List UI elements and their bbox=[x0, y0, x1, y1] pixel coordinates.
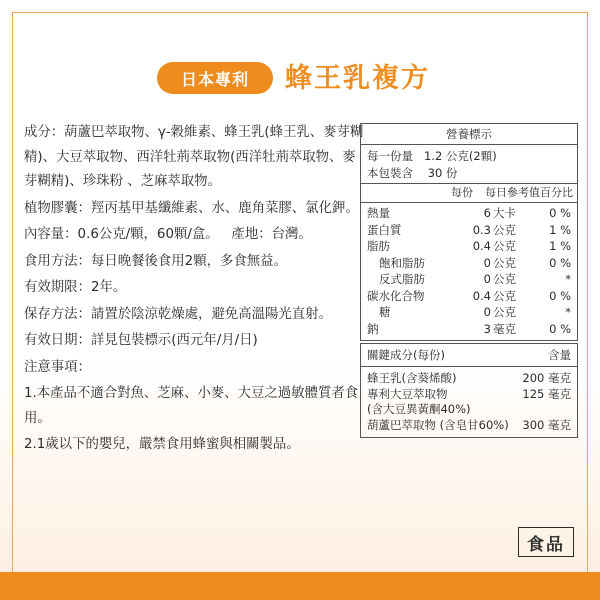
col-per-serving: 每份 bbox=[451, 186, 473, 199]
nutrient-value: 0 bbox=[483, 255, 491, 270]
nutrition-row bbox=[361, 271, 577, 288]
nutrition-serving bbox=[361, 145, 577, 184]
key-ingredient-amount: 125 毫克 bbox=[522, 386, 571, 401]
servings-per-pack: 本包裝含 30 份 bbox=[367, 166, 458, 180]
nutrient-daily-pct: 1 % bbox=[549, 222, 571, 237]
nutrient-name: 脂肪 bbox=[367, 239, 390, 253]
patent-badge: 日本專利 bbox=[157, 62, 273, 94]
nutrient-unit: 公克 bbox=[493, 288, 516, 303]
nutrient-name: 飽和脂肪 bbox=[379, 255, 425, 270]
key-ingredient-row bbox=[367, 402, 571, 418]
key-ingredient-name: 專利大豆萃取物 bbox=[367, 386, 448, 401]
key-amount-header: 含量 bbox=[548, 348, 571, 362]
bottom-accent-bar bbox=[0, 572, 600, 600]
nutrient-unit: 公克 bbox=[493, 255, 516, 270]
key-ingredients-rows bbox=[361, 367, 577, 437]
nutrient-unit: 大卡 bbox=[493, 206, 516, 220]
info-shelf-life: 有效期限：2年。 bbox=[24, 280, 127, 295]
nutrition-row bbox=[361, 321, 577, 338]
nutrition-rows bbox=[361, 203, 577, 340]
col-daily-value: 每日參考值百分比 bbox=[485, 186, 573, 199]
info-ingredients: 成分：葫蘆巴萃取物、γ-穀維素、蜂王乳(蜂王乳、麥芽糊精)、大豆萃取物、西洋牡荊萃取物(西洋牡荊萃取物、麥芽糊精)、珍珠粉 、芝麻萃取物。 bbox=[24, 125, 364, 189]
nutrient-daily-pct: 1 % bbox=[549, 239, 571, 253]
nutrient-value: 0.4 bbox=[472, 239, 491, 253]
nutrition-row bbox=[361, 222, 577, 239]
key-ingredient-name: (含大豆異黃酮40%) bbox=[367, 402, 471, 416]
nutrient-unit: 公克 bbox=[493, 239, 516, 253]
info-storage: 保存方法：請置於陰涼乾燥處，避免高溫陽光直射。 bbox=[24, 306, 332, 322]
nutrient-name: 鈉 bbox=[367, 321, 379, 336]
nutrient-unit: 公克 bbox=[493, 305, 516, 319]
nutrient-daily-pct: * bbox=[565, 305, 571, 319]
nutrition-row bbox=[361, 205, 577, 222]
nutrition-column-header bbox=[361, 184, 577, 203]
key-ingredient-name: 葫蘆巴萃取物 (含皂甘60%) bbox=[367, 417, 509, 432]
nutrient-name: 蛋白質 bbox=[367, 222, 402, 237]
info-notes-heading: 注意事項： bbox=[24, 359, 91, 375]
nutrient-name: 反式脂肪 bbox=[379, 272, 425, 286]
key-ingredient-row bbox=[367, 418, 571, 434]
nutrient-name: 熱量 bbox=[367, 206, 390, 220]
key-ingredient-row bbox=[367, 387, 571, 403]
nutrient-daily-pct: * bbox=[565, 272, 571, 286]
key-ingredient-row bbox=[367, 371, 571, 387]
info-content: 內容量：0.6公克/顆，60顆/盒。 產地：台灣。 bbox=[24, 227, 312, 242]
key-ingredients-title: 關鍵成分(每份) bbox=[367, 348, 445, 362]
nutrient-value: 6 bbox=[483, 206, 491, 220]
nutrient-value: 0 bbox=[483, 272, 491, 286]
nutrient-unit: 毫克 bbox=[493, 321, 516, 336]
key-ingredients-header bbox=[361, 344, 577, 367]
food-label: 食品 bbox=[518, 527, 574, 557]
key-ingredient-name: 蜂王乳(含葵烯酸) bbox=[367, 371, 457, 385]
info-note-2: 2.1歲以下的嬰兒，嚴禁食用蜂蜜與相關製品。 bbox=[24, 437, 300, 452]
nutrient-name: 糖 bbox=[379, 305, 391, 319]
nutrient-value: 0.3 bbox=[472, 222, 491, 237]
nutrition-row bbox=[361, 288, 577, 305]
nutrition-row bbox=[361, 255, 577, 272]
nutrition-row bbox=[361, 304, 577, 321]
key-ingredient-amount: 200 毫克 bbox=[522, 371, 571, 385]
nutrition-title: 營養標示 bbox=[361, 124, 577, 145]
nutrient-daily-pct: 0 % bbox=[549, 206, 571, 220]
info-capsule: 植物膠囊：羥丙基甲基纖維素、水、鹿角菜膠、氯化鉀。 bbox=[24, 200, 359, 216]
nutrient-daily-pct: 0 % bbox=[549, 288, 571, 303]
nutrient-unit: 公克 bbox=[493, 272, 516, 286]
nutrient-name: 碳水化合物 bbox=[367, 288, 425, 303]
nutrient-value: 3 bbox=[483, 321, 491, 336]
info-usage: 食用方法：每日晚餐後食用2顆，多食無益。 bbox=[24, 253, 287, 269]
product-title: 蜂王乳複方 bbox=[285, 63, 430, 94]
serving-size: 每一份量 1.2 公克(2顆) bbox=[367, 149, 497, 163]
info-note-1: 1.本產品不適合對魚、芝麻、小麥、大豆之過敏體質者食用。 bbox=[24, 386, 359, 426]
nutrient-value: 0 bbox=[483, 305, 491, 319]
nutrient-value: 0.4 bbox=[472, 288, 491, 303]
product-info bbox=[24, 121, 364, 460]
key-ingredient-amount: 300 毫克 bbox=[522, 417, 571, 432]
nutrition-table bbox=[360, 123, 578, 341]
info-expiry: 有效日期：詳見包裝標示(西元年/月/日) bbox=[24, 333, 258, 348]
header bbox=[0, 58, 600, 98]
nutrition-row bbox=[361, 238, 577, 255]
key-ingredients-table bbox=[360, 343, 578, 438]
nutrient-daily-pct: 0 % bbox=[549, 321, 571, 336]
nutrient-daily-pct: 0 % bbox=[549, 255, 571, 270]
nutrient-unit: 公克 bbox=[493, 222, 516, 237]
